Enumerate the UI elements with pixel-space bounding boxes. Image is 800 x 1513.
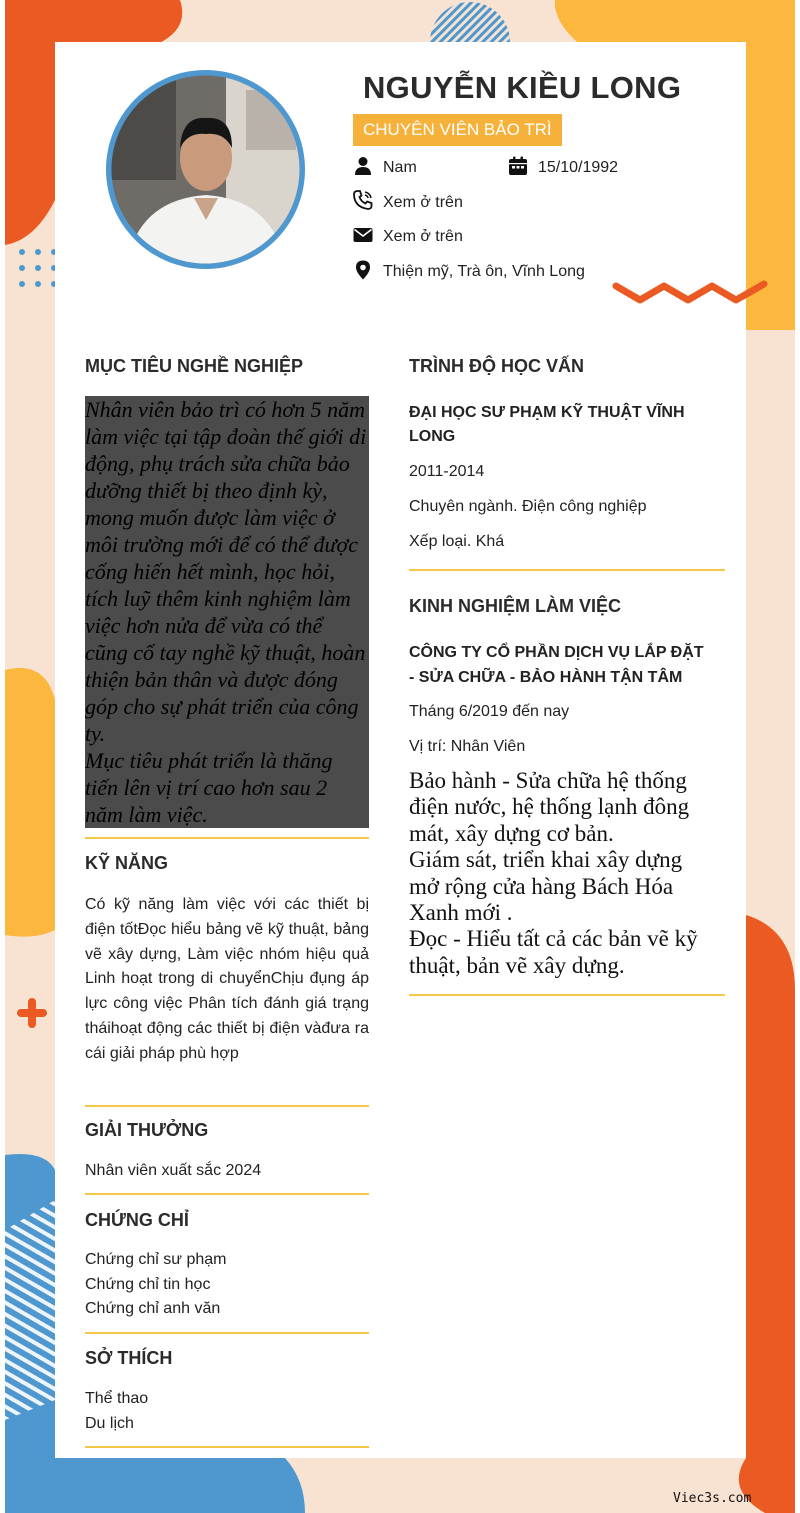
objective-text: [85, 396, 369, 828]
objective-heading: MỤC TIÊU NGHỀ NGHIỆP: [85, 356, 304, 376]
duty-item: Bảo hành - Sửa chữa hệ thống điện nước, hệ thống lạnh đông mát, xây dựng cơ bản.: [409, 768, 690, 846]
education-years: 2011-2014: [409, 463, 485, 480]
skills-heading: KỸ NĂNG: [85, 853, 169, 873]
divider: [409, 569, 725, 571]
divider: [85, 1105, 369, 1107]
skills-text: Có kỹ năng làm việc với các thiết bị điện tốtĐọc hiểu bảng vẽ kỹ thuật, bảng vẽ xây dựng, Làm việc nhóm hiệu quả Linh hoạt trong di chuyểnChịu đụng áp lực công việc Phân tích đánh giá trạng tháihoạt động các thiết bị điện vàđưa ra cái giải pháp phù hợp: [85, 896, 369, 1062]
hobbies-list: [85, 1387, 148, 1436]
zigzag-decoration: [612, 278, 772, 308]
divider: [409, 994, 725, 996]
divider: [85, 1332, 369, 1334]
duty-item: Đọc - Hiểu tất cả các bản vẽ kỹ thuật, bản vẽ xây dựng.: [409, 926, 698, 978]
location-icon: [353, 260, 373, 280]
certificate-item: Chứng chỉ tin học: [85, 1275, 211, 1293]
objective-paragraph-1: Nhân viên bảo trì có hơn 5 năm làm việc tại tập đoàn thế giới di động, phụ trách sửa chữa bảo dưỡng thiết bị theo định kỳ, mong muốn được làm việc ở môi trường mới để có thể được cống hiến hết mình, học hỏi, tích luỹ thêm kinh nghiệm làm việc hơn nửa để vừa có thể cũng cố tay nghề kỹ thuật, hoàn thiện bản thân và được đóng góp cho sự phát triển của công ty.: [85, 397, 367, 746]
job-title-badge: CHUYÊN VIÊN BẢO TRÌ: [353, 114, 562, 146]
education-major: Chuyên ngành. Điện công nghiệp: [409, 498, 647, 515]
education-heading: TRÌNH ĐỘ HỌC VẤN: [409, 356, 584, 376]
phone-icon: [353, 190, 373, 210]
address-value: Thiện mỹ, Trà ôn, Vĩnh Long: [383, 263, 585, 280]
certificates-list: [85, 1248, 226, 1322]
experience-heading: KINH NGHIỆM LÀM VIỆC: [409, 596, 622, 616]
awards-heading: GIẢI THƯỞNG: [85, 1120, 209, 1140]
hobbies-heading: SỞ THÍCH: [85, 1348, 173, 1368]
email-value: Xem ở trên: [383, 228, 463, 245]
hobby-item: Thể thao: [85, 1390, 149, 1407]
certificate-item: Chứng chỉ sư phạm: [85, 1251, 227, 1268]
divider: [85, 1446, 369, 1448]
duty-item: Giám sát, triển khai xây dựng mở rộng cửa hàng Bách Hóa Xanh mới .: [409, 847, 683, 926]
calendar-icon: [508, 156, 528, 176]
avatar: [106, 70, 305, 269]
candidate-name: NGUYỄN KIỀU LONG: [363, 70, 682, 105]
experience-position: Vị trí: Nhân Viên: [409, 738, 526, 755]
certificates-heading: CHỨNG CHỈ: [85, 1210, 189, 1230]
watermark: Viec3s.com: [673, 1491, 752, 1506]
phone-value: Xem ở trên: [383, 194, 463, 211]
email-icon: [353, 225, 373, 245]
divider: [85, 837, 369, 839]
hobby-item: Du lịch: [85, 1414, 134, 1432]
gender-value: Nam: [383, 159, 417, 176]
school-name: ĐẠI HỌC SƯ PHẠM KỸ THUẬT VĨNH LONG: [409, 404, 685, 445]
experience-period: Tháng 6/2019 đến nay: [409, 703, 570, 720]
company-name: CÔNG TY CỔ PHẦN DỊCH VỤ LẮP ĐẶT - SỬA CHỮA - BẢO HÀNH TẬN TÂM: [409, 644, 704, 686]
objective-paragraph-2: Mục tiêu phát triển là thăng tiến lên vị trí cao hơn sau 2 năm làm việc.: [85, 748, 333, 827]
user-icon: [353, 156, 373, 176]
award-item: Nhân viên xuất sắc 2024: [85, 1162, 262, 1179]
certificate-item: Chứng chỉ anh văn: [85, 1300, 221, 1317]
education-grade: Xếp loại. Khá: [409, 533, 505, 550]
experience-duties: [409, 768, 709, 979]
birthdate-value: 15/10/1992: [538, 159, 619, 176]
divider: [85, 1193, 369, 1195]
